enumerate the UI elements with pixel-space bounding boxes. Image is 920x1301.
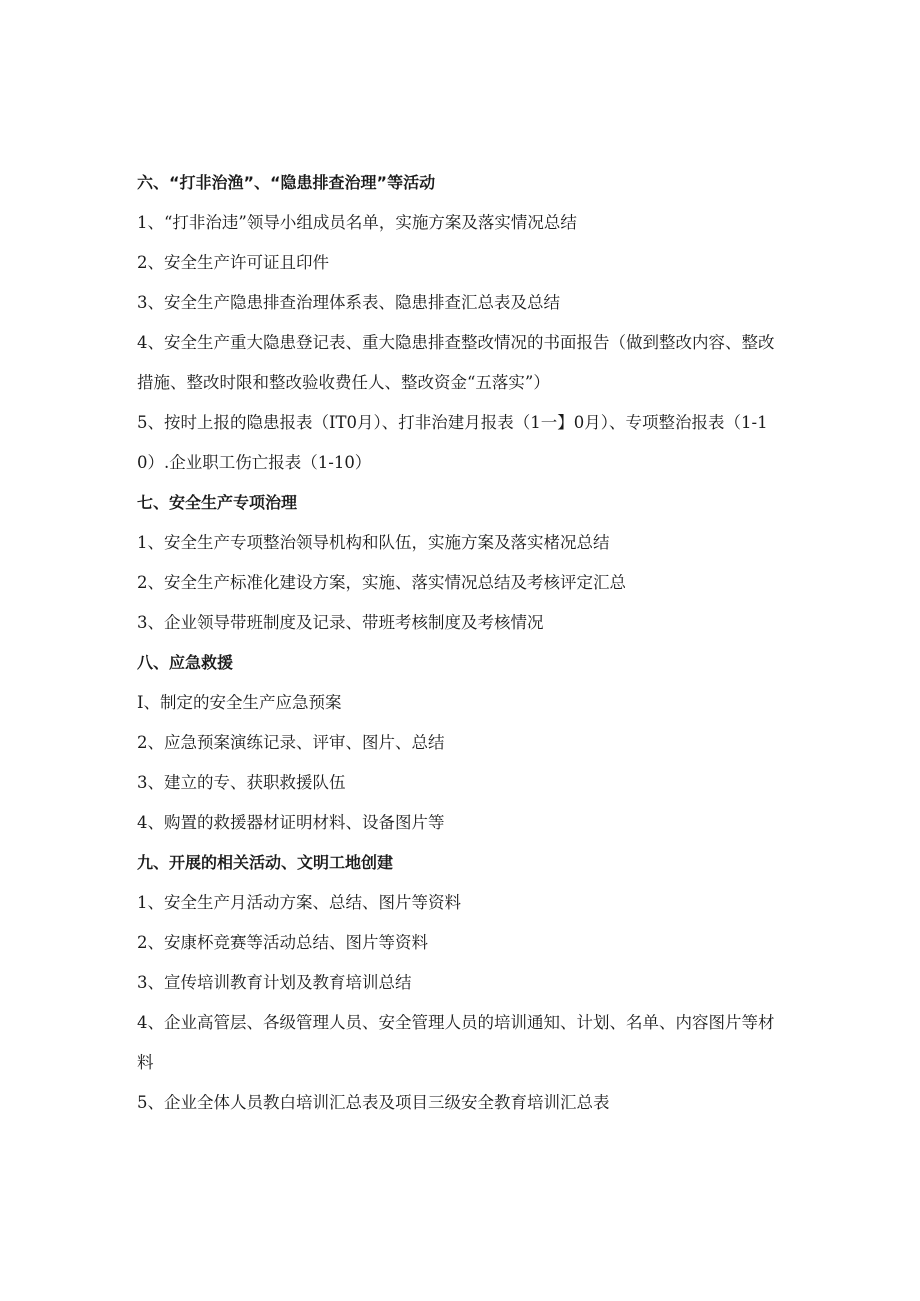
list-item: 4、购置的救援器材证明材料、设备图片等 [137,813,445,832]
document-body [137,163,787,1123]
list-item: 3、企业领导带班制度及记录、带班考核制度及考核情况 [137,613,544,632]
list-item: 4、企业高管层、各级管理人员、安全管理人员的培训通知、计划、名单、内容图片等材料 [137,1013,775,1072]
section-heading-6: 六、“打非治渔”、“隐患排查治理”等活动 [137,173,436,192]
list-item: 5、按时上报的隐患报表（IT0月）、打非治建月报表（1一】0月）、专项整治报表（1-10）.企业职工伤亡报表（1-10） [137,413,768,472]
list-item: 1、安全生产专项整治领导机构和队伍，实施方案及落实楮况总结 [137,533,610,552]
list-item: 2、安全生产标准化建设方案，实施、落实情况总结及考核评定汇总 [137,573,626,592]
list-item: 2、应急预案演练记录、评审、图片、总结 [137,733,445,752]
section-heading-7: 七、安全生产专项治理 [137,493,298,512]
list-item: 1、“打非治违”领导小组成员名单，实施方案及落实情况总结 [137,213,577,232]
section-heading-9: 九、开展的相关活动、文明工地创建 [137,853,394,872]
list-item: 5、企业全体人员教白培训汇总表及项目三级安全教育培训汇总表 [137,1093,610,1112]
list-item: I、制定的安全生产应急预案 [137,693,342,712]
list-item: 3、安全生产隐患排查治理体系表、隐患排查汇总表及总结 [137,293,560,312]
list-item: 3、宣传培训教育计划及教育培训总结 [137,973,412,992]
section-heading-8: 八、应急救援 [137,653,234,672]
list-item: 1、安全生产月活动方案、总结、图片等资料 [137,893,461,912]
list-item: 2、安康杯竞赛等活动总结、图片等资料 [137,933,428,952]
list-item: 4、安全生产重大隐患登记表、重大隐患排查整改情况的书面报告（做到整改内容、整改措施、整改时限和整改验收费任人、整改资金“五落实”） [137,333,775,392]
list-item: 3、建立的专、获职救援队伍 [137,773,346,792]
list-item: 2、安全生产许可证且印件 [137,253,329,272]
